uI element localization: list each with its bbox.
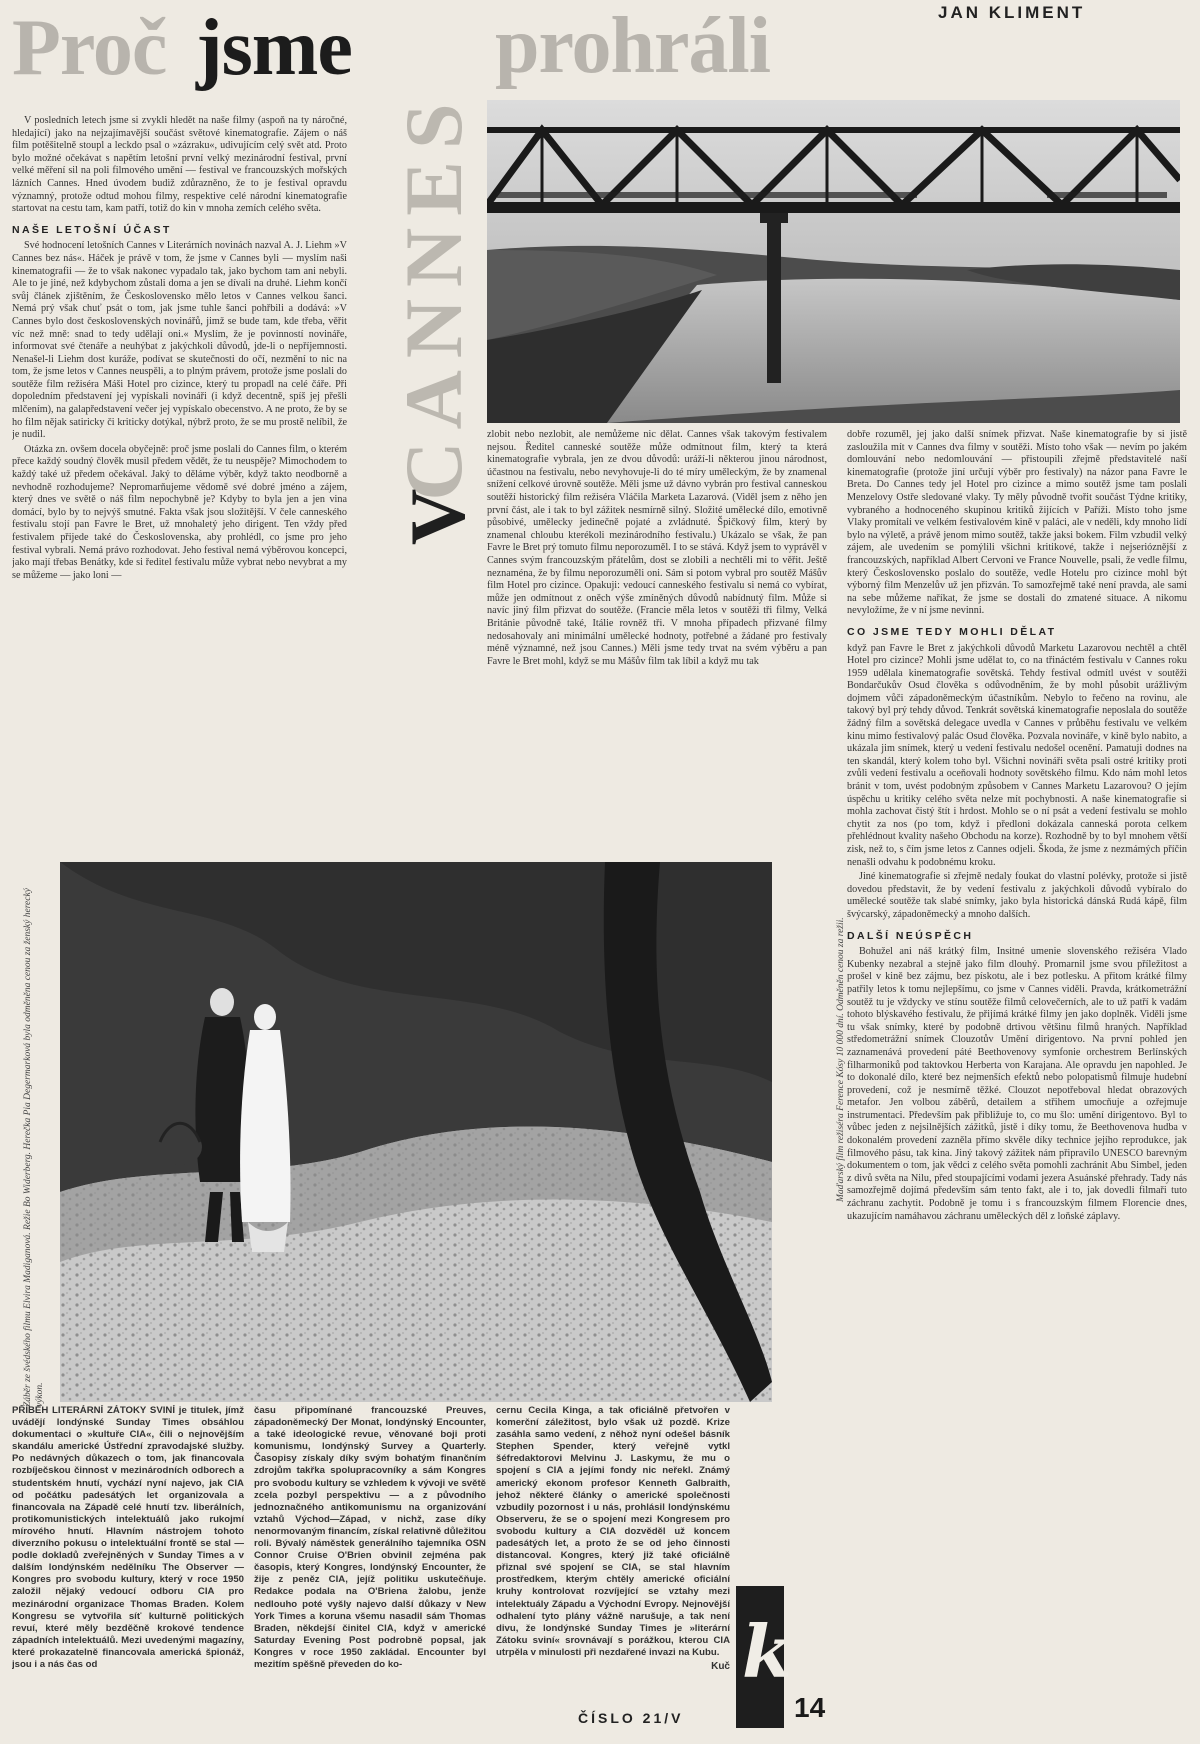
title-word-jsme: jsme: [196, 4, 352, 92]
photo-couple-caption: Záběr ze švédského filmu Elvira Madiganová. Režie Bo Widerberg. Herečka Pia Degermarková byla odměněna cenou za ženský herecký výkon.: [23, 888, 45, 1407]
bottom-column1: [12, 1405, 244, 1677]
vertical-title-cannes: CANNES: [388, 91, 479, 501]
intro-paragraph: V posledních letech jsme si zvykli hledět na naše filmy (aspoň na ty náročné, hledající) jako na nejzajímavější součást světové kinematografie. Zájem o náš film potěšitelně stoupl a leckdo psal o »zázraku«, udivujícím celý svět atd. Proto bylo možné očekávat s napětím letošní první velký mezinárodní festival, první velké měření sil na poli filmového umění — festival ve francouzských mořských lázních Cannes. Hned úvodem budiž zdůrazněno, že to je festival opravdu významný, protože odtud mohou filmy, respektive celé národní kinematografie startovat na cestu tam, kam patří, totiž do kin v mnoha zemích celého světa.: [12, 115, 347, 215]
photo-bridge-caption: Maďarský film režiséra Ference Kósy 10 000 dní. Odměněn cenou za režii.: [836, 917, 846, 1202]
magazine-logo: [736, 1586, 792, 1728]
bottom-column2: [254, 1405, 486, 1677]
photo-couple-forest: [60, 862, 772, 1402]
section-heading-nase-ucast: NAŠE LETOŠNÍ ÚČAST: [12, 223, 172, 236]
middle-paragraph: zlobit nebo nezlobit, ale nemůžeme nic dělat. Cannes však takovým festivalem nejsou. Ředitel canneské soutěže může odmítnout film, který ta která kinematografie vybrala, jen ze dvou důvodů: uráží-li některou jinou národnost, účastnou na festivalu, nebo nevyhovuje-li do té míry uměleckým, že by znamenal snížení celkové úrovně soutěže. Měli jsme už dávno vybrán pro festival canneskou soutěží historický film režiséra Vláčila Marketa Lazarová. (Viděl jsem z něho jen první část, ale i tak to byl zážitek nesmírně silný. Složité umělecké dílo, emotivně působivé, umělecky jedinečně pojaté a zvládnuté. Špičkový film, který by znamenal chloubu kterékoli mezinárodního festivalu.) Ukázalo se však, že pan Favre le Bret prý tomuto filmu neporozuměl. I to se stává. Když jsem to vyprávěl v Cannes svým francouzským přátelům, dost se zlobili a nechtěli mi to věřit. Ještě neznaména, že by filmu neporozuměli oni. Sám si potom vybral pro soutěž Mášův film Hotel pro cizince. Opakuji: vedoucí canneského festivalu si nemá co vybírat, může jen odmítnout z oněch výše zmíněných důvodů nabídnutý film. Může si navíc jiný film přizvat do soutěže. (Francie měla letos v soutěži tři filmy, Velká Británie původně také, Itálie rovněž tři. V mnoha případech přizvané filmy nedosahovaly ani minimální umělecké hodnoty, potřebné a žádané pro festivaly méně významné, než jsou Cannes.) Měli jsme tedy trvat na svém výběru a pan Favre le Bret mohl, když se mu Mášův film tak líbil a když mu tak: [487, 429, 827, 667]
title-word-prohrali: prohráli: [495, 2, 771, 90]
right-paragraph3: Jiné kinematografie si zřejmě nedaly foukat do vlastní polévky, protože si jistě dovedou představit, že by vedení festivalu z jakýchkoli důvodů vybíralo do umělecké soutěže tak slabé snímky, jako byla historická dánská Rudá kápě, film švýcarský, západoněmecký a mnoho dalších.: [847, 871, 1187, 920]
bottom-paragraph3: cernu Cecila Kinga, a tak oficiálně přetvořen v komerční záležitost, bylo však už pozdě. Krize zasáhla samo vedení, z něhož nyní odešel básník Stephen Spender, který veřejně vytkl šéfredaktorovi Melvinu J. Laskymu, že mu o spojení s CIA a jejími fondy nic neřekl. Známý americký ekonom profesor Kenneth Galbraith, jehož některé články o americké společnosti vzbudily pozornost i u nás, prohlásil londýnskému Observeru, že se o spojení mezi Kongresem pro svobodu kultury a CIA dozvěděl už koncem padesátých let, a proto že se od jeho činnosti distancoval. Kongres, který již také oficiálně přiznal své spojení se CIA, se stal hlavním prostředkem, kterým chtěly americké oficiální kruhy kontrolovat rozvíjející se vztahy mezi intelektuály Západu a Východní Evropy. Nejnovější odhalení tyto plány vážně narušuje, a tak není divu, že londýnské Sunday Times je »literární Zátoku sviní« srovnávají s porážkou, kterou CIA utrpěla v minulosti při nezdařené invazi na Kubu.: [496, 1405, 730, 1658]
section1-paragraph1: Své hodnocení letošních Cannes v Literárních novinách nazval A. J. Liehm »V Cannes bez nás«. Háček je právě v tom, že jsme v Cannes byli — myslím naši kinematografii — že to však nakonec vypadalo tak, jako bychom tam ani nebyli. Ale to je jiné, než kdybychom zůstali doma a jen se dívali na druhé. Liehm končí svůj článek zjištěním, že Československo mělo letos v Cannes velkou šanci. Nemá prý však chuť psát o tom, jak jsme tuhle šanci pohřbili a dodává: »V Cannes bylo dost československých novinářů, jimž se bude tam, kde třeba, věřit víc než mně: snad to tedy udělají oni.« Myslím, že je povinností novináře, informovat své čtenáře a neuhýbat z jakýchkoli důvodů, jde-li o nepříjemnosti. Nenašel-li Liehm dost kuráže, podívat se skutečnosti do očí, nezmění to nic na tom, že jsme letos v Cannes neuspěli, a to plným právem, protože jsme poslali do soutěže film režiséra Máši Hotel pro cizince, který tu propadl na celé čáře. Při dopoledním představení jej vypískali novináři (i když decentně, spíš jej přešli mlčením), na galapředstavení večer jej vypískalo obecenstvo. A ne proto, že by se ho film nějak satiricky či kriticky dotýkal, nýbrž proto, že se mu prostě nelíbil, že je nudil.: [12, 240, 347, 441]
middle-column: [487, 429, 827, 837]
vertical-title-v: V: [394, 488, 481, 546]
bottom-box: [12, 1405, 730, 1677]
vertical-title: [388, 40, 481, 570]
section-heading-dalsi-neuspech: DALŠÍ NEÚSPĚCH: [847, 929, 974, 942]
photo-bridge-river: [487, 100, 1180, 423]
page-number: 14: [794, 1692, 826, 1723]
right-paragraph4: Bohužel ani náš krátký film, Insitné umenie slovenského režiséra Vlado Kubenky nezabral a stejně jako film dlouhý. Promarnil jsme svou příležitost a prošel v kině bez zájmu, bez pískotu, ale i bez potlesku. A přitom krátké filmy patřily letos k tomu nejlepšímu, co jsme v Cannes viděli. Pravda, krátkometrážní soutěž tu je vždycky ve stínu soutěže filmů celovečerních, ale to už patří k vadám tohoto blýskavého festivalu, že přijímá krátké filmy jen jako doplněk. Viděli jsme tu však snímky, které by podobně drtivou většinu filmů hraných. Například středometrážní snímek Clouzotův Umění dirigentovo. Na první pohled jen zaznamenává provedení páté Beethovenovy symfonie orchestrem Berlínských filharmoniků pod taktovkou Herberta von Karajana. Ale opravdu jen napohled. Je to dokonalé dílo, které bez nejmenších efektů nebo polopatismů filmuje hudební provedení, což je nesmírně těžké. Clouzot nepotřeboval hledat obrazových metafor. Jen volbou záběrů, detailem a střihem umocňuje a ozřejmuje instrumentaci. Především pak přibližuje to, co mu šlo: umění dirigentovo. Byl to vůbec jeden z nejsilnějších zážitků, jistě i díky tomu, že Beethovenova hudba v dokonalém provedení zazněla přímo skvěle díky technice jejího reprodukce, jak filmového pásu, tak kina. Jiný takový zážitek nám připravilo UNESCO barevným dokumentem o tom, jak vědci z celého světa pomohli zachránit Abu Simbel, jeden z divů světa na Nilu, před stoupajícími vodami jezera Asuánské přehrady. Tady nás samozřejmě dojímá především sám tento fakt, ale i to, jak dovedli filmaři tuto záchranu zachytit. Podobně je tomu i s francouzským filmem Florencie dnes, ukazujícím namáhavou záchranu uměleckých děl z loňské záplavy.: [847, 946, 1187, 1222]
issue-number: ČÍSLO 21/V: [578, 1710, 684, 1726]
right-paragraph1: dobře rozuměl, jej jako další snímek přizvat. Naše kinematografie by si jistě zasloužila mít v Cannes dva filmy v soutěži. Místo toho však — nevím po jakém domlouvání nebo nedomlouvání — přistoupili zřejmě představitelé naší kinematografie (protože jiní určují výběr pro festivaly) na názor pana Favre le Breta. Do Cannes tedy jel Hotel pro cizince a mimo soutěž jsme tam poslali Menzelovy Ostře sledované vlaky. Ty měly původně tvořit součást Týdne kritiky, vybraného a hodnoceného skupinou kritiků žijících v Paříži. Místo toho jsme Vlaky promítali ve velkém festivalovém kině v paláci, ale v neděli, kdy mnoho lidí bylo na výletě, a právě jenom mimo soutěž, takže jaksi bokem. Film vzbudil velký zájem, ale uvedením se pomýlili všichni kritikové, takže i nejserióznější z francouzských, například Albert Cervoni ve France Nouvelle, psali, že vedle filmu, který Československo poslalo do soutěže, vedle Hotelu pro cizince mohl být výborný film Menzelův už jen přizván. To samozřejmě také není pravda, ale sami na sebe můžeme naříkat, že jsme se dostali do zmatené situace. A nikomu nevyložíme, že v ní jsme nevinni.: [847, 429, 1187, 617]
left-column: [12, 115, 347, 837]
right-column: [847, 429, 1187, 1709]
section-heading-co-jsme-mohli: CO JSME TEDY MOHLI DĚLAT: [847, 625, 1057, 638]
author-name: JAN KLIMENT: [938, 3, 1086, 22]
bottom-paragraph1: PŘÍBĚH LITERÁRNÍ ZÁTOKY SVINÍ je titulek, jímž uvádějí londýnské Sunday Times obsáhlou dokumentaci o »kultuře CIA«, čili o nejnovějším skandálu americké Ústřední zpravodajské služby. Po nedávných důkazech o tom, jak financovala rozbíječskou činnost v mezinárodních odborech a studentském hnutí, vychází nyní najevo, jak CIA od počátku padesátých let organizovala a financovala na Západě celé hnutí tzv. liberálních, protikomunistických intelektuálů jako rukojmí mírového hnutí. Hlavním nástrojem tohoto diverzního pokusu o intelektuální frontě se stal — podle dokladů zveřejněných v Sunday Times a v dalším londýnském nedělníku The Observer — Kongres pro svobodu kultury, který v roce 1950 založil nějaký vedoucí odboru CIA pro mezinárodní organizace Thomas Braden. Kolem Kongresu se vytvořila síť kulturně politických revuí, které měly bezděčně krokové tendence západních intelektuálů. Mezi uvedenými magazíny, které prokazatelně financovala americká špionáž, jsou i a nás čas od: [12, 1405, 244, 1670]
right-paragraph2: když pan Favre le Bret z jakýchkoli důvodů Marketu Lazarovou nechtěl a chtěl Hotel pro cizince? Mohli jsme udělat to, co na třináctém festivalu v Cannes roku 1959 udělala kinematografie sovětská. Tehdy festival odmítl uvést v soutěži Bondarčukův Osud člověka s odůvodněním, že by mohl působit urážlivým dojmem vůči západoněmeckým účastníkům. Nebylo to řečeno na rovinu, ale takový byl prý tehdy důvod. Tenkrát sovětská kinematografie neposlala do soutěže žádný film a sovětská delegace uvedla v Cannes v průběhu festivalu ve velkém kinu mimo festivalový palác Osud člověka. Pozvala novináře, v kině bylo nabito, a ukázala jim snímek, který u vedení festivalu nedošel ocenění. Pamatuji dodnes na ten skandál, který kolem toho byl. Všichni novináři světa psali ostré kritiky proti zvůli vedení festivalu a oceňovali hodnoty sovětského filmu. Kdo nám mohl letos bránit v tom, uvést podobným způsobem v Cannes Marketu Lazarovou? O jejím úspěchu u kritiky celého světa nelze mít pochybnosti. A naše kinematografie si mohla zachovat čistý štít i hrdost. Mohlo se o ní psát a vedení festivalu se mohlo chytit za nos (po tom, když i předloni dokázala canneská porota celkem přehlédnout kvality našeho Obchodu na korze). Rozhodně by to byl mnohem větší zisk, než to, s čím jsme letos z Cannes odjeli. Škoda, že jsme z nezmámých příčin nenašli odvahu k podobnému kroku.: [847, 642, 1187, 868]
bottom-column3: [496, 1405, 730, 1677]
bottom-signature: Kuč: [711, 1660, 730, 1672]
title-word-proc: Proč: [12, 4, 167, 92]
magazine-logo-letter: k: [742, 1609, 792, 1694]
bottom-paragraph2: času připomínané francouzské Preuves, západoněmecký Der Monat, londýnský Encounter, a také ideologické revue, věnované boji proti komunismu, londýnský Survey a Quarterly. Časopisy získaly díky svým bohatým finančním zdrojům takřka spolupracovníky a sám Kongres pro svobodu kultury se vzhledem k vývoji ve světě zcela pozbyl perspektivu — a z původního jednoznačného antikomunismu na organizování vztahů Východ—Západ, v nichž, zase díky nenormovaným financím, získal relativně důležitou roli. Bývalý náměstek generálního tajemníka OSN Connor Cruise O'Brien obvinil zejména pak časopis, který Kongres, londýnský Encounter, že žije z peněz CIA, jejíž politiku uskutečňuje. Redakce podala na O'Briena žalobu, jenže nedlouho poté vyšly najevo další důkazy v New York Times a koruna všemu nasadil sám Thomas Braden, někdejší činitel CIA, když v americké Saturday Evening Post podrobně popsal, jak Kongres v roce 1950 zakládal. Encounter byl mezitím spěšně převeden do ko-: [254, 1405, 486, 1670]
section1-paragraph2: Otázka zn. ovšem docela obyčejně: proč jsme poslali do Cannes film, o kterém přece každý soudný člověk musil předem vědět, že tu neuspěje? Mimochodem to každý také už předem očekával. Jaký to děláme výběr, když takto neodborně a nevhodně rozhodujeme? Nepromarňujeme vědomě své dobré jméno a zájem, který dnes ve světě o náš film nepochybně je? Kdyby to byla jen a jen vina domácí, bylo by to nejvýš smutné. Fakta však jsou složitější. V čele canneského festivalu stojí pan Favre le Bret, už mnohaletý jeho dirigent. Ten vždy před festivalem přijede také do Československa, aby prohlédl, co jsme pro jeho festival vybrali. Nemá právo rozhodovat. Jeho festival nemá výběrovou koncepci, jako mají třebas Benátky, kde si ředitel festivalu může vybrat nebo nevybrat a my se můžeme — jako loni —: [12, 443, 347, 581]
